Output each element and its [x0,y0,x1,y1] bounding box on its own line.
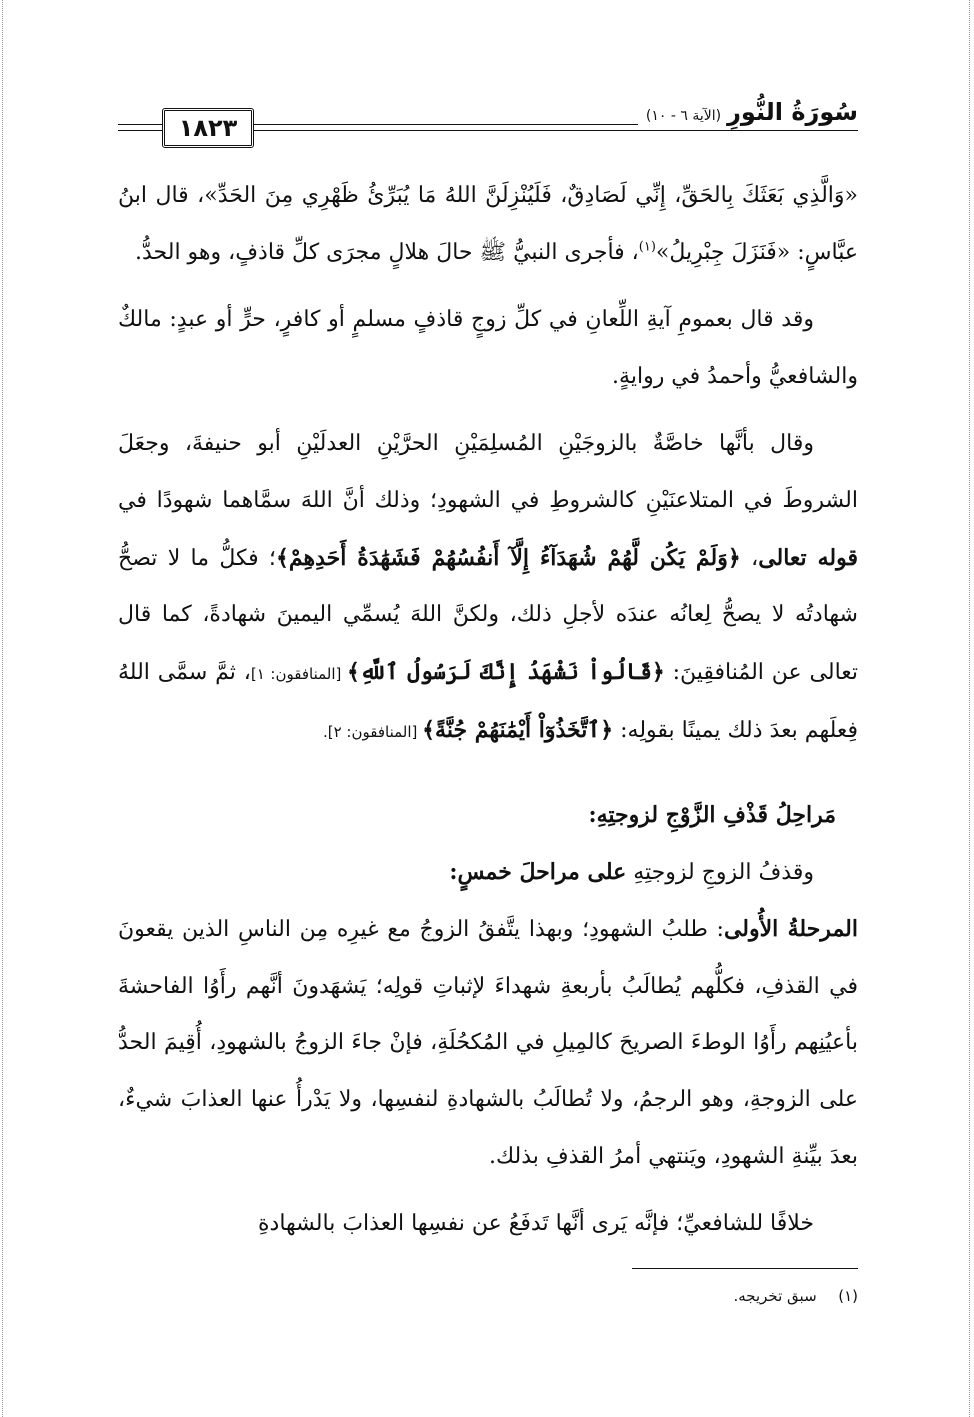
page-number: ١٨٢٣ [178,114,238,142]
footnote-ref: (١) [638,239,656,255]
footnote-text: سبق تخريجه. [733,1287,817,1305]
paragraph-4-b: على مراحلَ خمسٍ: [449,858,627,885]
page-header [118,96,858,160]
paragraph-1 [118,168,858,281]
main-text [118,168,858,1248]
footnote [500,1287,858,1305]
paragraph-3-e: ، ثمَّ سمَّى اللهُ فِعلَهم بعدَ ذلك يمينًا بقولِه: [118,659,858,744]
page-edge-right [969,0,971,1417]
paragraph-5 [118,901,858,1185]
paragraph-3 [118,416,858,761]
verse-reference-1: [المنافقون: ١] [250,664,347,683]
quran-verse-3: ﴿ٱتَّخَذُوٓاْ أَيْمَٰنَهُمْ جُنَّةً﴾ [422,717,614,744]
paragraph-3-b: قوله تعالى [758,544,859,571]
paragraph-2: وقد قال بعمومِ آيةِ اللِّعانِ في كلِّ زوجٍ قاذفٍ مسلمٍ أو كافرٍ، حرٍّ أو عبدٍ: مالكٌ والشافعيُّ وأحمدُ في روايةٍ. [118,307,858,389]
verse-reference-2: [المنافقون: ٢]. [322,723,423,742]
surah-title [638,98,858,126]
paragraph-4-a: وقذفُ الزوجِ لزوجتِهِ [626,859,814,885]
footnote-separator [632,1268,858,1269]
paragraph-6: خلافًا للشافعيِّ؛ فإنَّه يَرى أنَّها تَدفَعُ عن نفسِها العذابَ بالشهادةِ [258,1211,814,1237]
paragraph-5-text: : طلبُ الشهودِ؛ وبهذا يتَّفقُ الزوجُ مع غيرِه مِن الناسِ الذين يقعونَ في القذفِ، فكلُّهم يُطالَبُ بأربعةِ شهداءَ لإثباتِ قولِه؛ يَشهَدونَ أنَّهم رأَوُا الفاحشةَ بأعيُنِهم رأَوُا الوطءَ الصريحَ كالمِيلِ في المُكحُلَةِ، فإنْ جاءَ الزوجُ بالشهودِ، أُقِيمَ الحدُّ على الزوجةِ، وهو الرجمُ، ولا تُطالَبُ بالشهادةِ لنفسِها، ولا يَدْرأُ عنها العذابَ شيءٌ، بعدَ بيِّنةِ الشهودِ، ويَنتهي أمرُ القذفِ بذلك. [118,917,858,1169]
stage-label: المرحلةُ الأُولى [723,916,858,943]
section-heading: مَراحِلُ قَذْفِ الزَّوْجِ لزوجتِهِ: [588,801,836,828]
paragraph-3-a: وقال بأنَّها خاصَّةٌ بالزوجَيْنِ المُسلِمَيْنِ الحرَّيْنِ العدلَيْنِ أبو حنيفةَ، وجعَلَ الشروطَ في المتلاعنَيْنِ كالشروطِ في الشهودِ؛ وذلك أنَّ اللهَ سمَّاهما شهودًا في [118,431,858,513]
paragraph-1-end: ، فأجرى النبيُّ ﷺ حالَ هلالٍ مجرَى كلِّ قاذفٍ، وهو الحدُّ. [135,239,639,265]
surah-name: سُورَةُ النُّورِ [727,98,858,126]
ayah-range: (الآية ٦ - ١٠) [645,108,722,124]
quran-verse-1: ﴿وَلَمْ يَكُن لَّهُمْ شُهَدَآءُ إِلَّآ أَنفُسُهُمْ فَشَهَٰدَةُ أَحَدِهِمْ﴾ [275,544,741,571]
paragraph-4 [118,844,858,902]
page-number-frame [162,108,254,148]
quran-verse-2: ﴿قَالُواْ نَشْهَدُ إِنَّكَ لَرَسُولُ ٱللَّهِ﴾ [347,658,665,685]
paragraph-1-text: «وَالَّذِي بَعَثَكَ بِالحَقِّ، إِنِّي لَصَادِقٌ، فَلَيُنْزِلَنَّ اللهُ مَا يُبَرِّئُ ظَهْرِي مِنَ الحَدِّ»، قال ابنُ عبَّاسٍ: «فَنَزَلَ جِبْرِيلُ» [118,183,858,265]
footnote-marker: (١) [838,1287,858,1305]
page-edge-left [2,0,4,1417]
paragraph-3-d: ؛ فكلُّ ما لا تصحُّ شهادتُه لا يصحُّ لِعانُه عندَه لأجلِ ذلك، ولكنَّ اللهَ يُسمِّي اليمينَ شهادةً، كما قال تعالى عن المُنافقِينَ: [118,545,859,685]
paragraph-3-c: ، [740,545,759,571]
